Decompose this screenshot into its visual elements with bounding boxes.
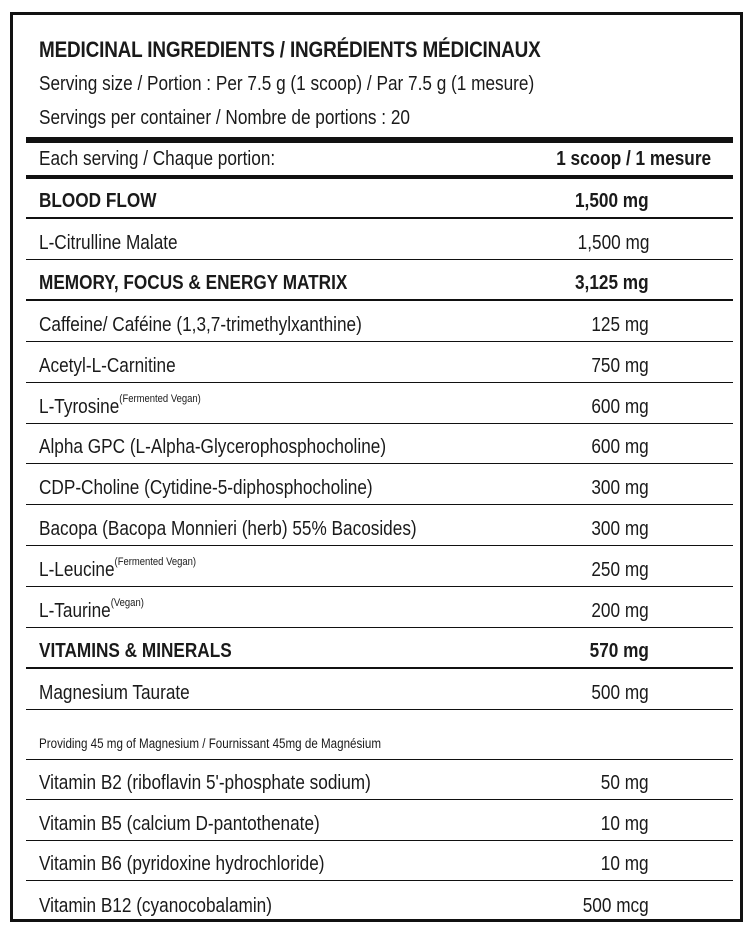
ingredient-row <box>26 547 733 587</box>
ingredient-name: L-Leucine <box>39 559 115 582</box>
ingredient-row <box>26 801 733 841</box>
ingredient-name: Magnesium Taurate <box>39 681 190 704</box>
ingredient-name: L-Tyrosine <box>39 395 120 418</box>
section-heading-amount: 3,125 mg <box>575 271 649 294</box>
ingredient-amount: 300 mg <box>591 518 649 541</box>
section-heading-row <box>26 629 733 669</box>
section-heading-row <box>26 261 733 301</box>
ingredient-amount: 50 mg <box>601 771 649 794</box>
ingredient-label <box>39 853 325 876</box>
ingredient-label <box>39 232 178 255</box>
ingredient-label <box>39 556 197 582</box>
section-heading-label: MEMORY, FOCUS & ENERGY MATRIX <box>39 271 348 294</box>
note-text <box>39 736 381 751</box>
ingredient-label <box>39 597 144 623</box>
ingredient-amount: 10 mg <box>601 853 649 876</box>
ingredient-label <box>39 392 201 419</box>
ingredient-label <box>39 682 190 705</box>
ingredient-amount: 10 mg <box>601 812 649 835</box>
ingredient-row <box>26 424 733 464</box>
ingredient-amount: 300 mg <box>591 477 649 500</box>
ingredient-amount: 500 mg <box>591 681 649 704</box>
ingredient-name: L-Taurine <box>39 600 111 622</box>
panel-title: MEDICINAL INGREDIENTS / INGRÉDIENTS MÉDICINAUX <box>39 37 541 62</box>
ingredient-row <box>26 670 733 710</box>
ingredient-name: Vitamin B5 (calcium D-pantothenate) <box>39 812 320 835</box>
ingredient-row <box>26 506 733 546</box>
ingredient-name: Vitamin B2 (riboflavin 5'-phosphate sodium) <box>39 771 371 794</box>
ingredient-qualifier: (Fermented Vegan) <box>119 392 201 405</box>
ingredient-row <box>26 841 733 881</box>
ingredient-row <box>26 760 733 800</box>
ingredient-label <box>39 477 373 500</box>
ingredient-row <box>26 302 733 342</box>
ingredient-label <box>39 436 386 459</box>
ingredient-row <box>26 465 733 505</box>
ingredient-label <box>39 772 371 795</box>
ingredient-qualifier: (Fermented Vegan) <box>114 556 197 569</box>
ingredients-panel <box>10 12 743 922</box>
ingredient-row <box>26 343 733 383</box>
ingredient-amount: 600 mg <box>591 436 649 459</box>
each-serving-amount: 1 scoop / 1 mesure <box>556 148 711 170</box>
ingredient-amount: 125 mg <box>591 313 649 336</box>
section-heading-amount: 570 mg <box>589 639 649 662</box>
section-heading-label: BLOOD FLOW <box>39 190 157 212</box>
ingredient-label <box>39 518 417 541</box>
ingredient-amount: 500 mcg <box>583 895 649 918</box>
ingredient-name: Providing 45 mg of Magnesium / Fournissant 45mg de Magnésium <box>39 735 382 751</box>
ingredient-name: Vitamin B6 (pyridoxine hydrochloride) <box>39 853 325 876</box>
ingredient-row <box>26 384 733 424</box>
ingredient-name: Bacopa (Bacopa Monnieri (herb) 55% Bacosides) <box>39 518 417 541</box>
ingredient-name: CDP-Choline (Cytidine-5-diphosphocholine) <box>39 477 373 500</box>
each-serving-label: Each serving / Chaque portion: <box>39 148 276 170</box>
note-row <box>26 711 733 760</box>
ingredient-row <box>26 220 733 260</box>
ingredient-amount: 200 mg <box>591 600 649 622</box>
ingredient-row <box>26 588 733 628</box>
ingredient-label <box>39 355 176 378</box>
each-serving-row <box>26 143 733 179</box>
ingredient-label <box>39 813 320 836</box>
section-heading-label: VITAMINS & MINERALS <box>39 639 232 662</box>
ingredient-label <box>39 314 362 337</box>
ingredient-amount: 1,500 mg <box>577 231 649 254</box>
serving-size: Serving size / Portion : Per 7.5 g (1 scoop) / Par 7.5 g (1 mesure) <box>39 73 535 95</box>
ingredient-amount: 250 mg <box>591 559 649 582</box>
section-heading-amount: 1,500 mg <box>575 190 649 212</box>
ingredient-amount: 600 mg <box>591 395 649 418</box>
ingredient-name: Alpha GPC (L-Alpha-Glycerophosphocholine) <box>39 436 387 459</box>
ingredient-name: Acetyl-L-Carnitine <box>39 354 176 377</box>
section-heading-row <box>26 179 733 219</box>
ingredient-amount: 750 mg <box>591 354 649 377</box>
ingredient-name: Vitamin B12 (cyanocobalamin) <box>39 895 272 918</box>
ingredient-name: Caffeine/ Caféine (1,3,7-trimethylxanthine) <box>39 313 362 336</box>
servings-per-container: Servings per container / Nombre de portions : 20 <box>39 107 410 129</box>
ingredient-qualifier: (Vegan) <box>110 597 144 609</box>
ingredient-name: L-Citrulline Malate <box>39 231 178 254</box>
ingredient-label <box>39 895 272 918</box>
ingredient-row <box>26 882 733 922</box>
